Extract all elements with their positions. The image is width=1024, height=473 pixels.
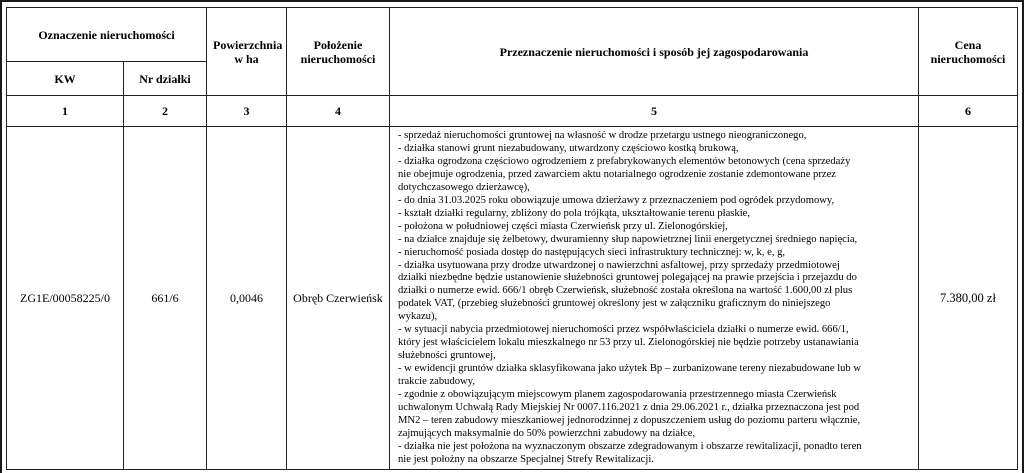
window-top-border	[0, 0, 1024, 2]
description-line: nie obejmuje ogrodzenia, przed zawarciem aktu notarialnego ogrodzenie zostanie zdemontowane przez	[398, 168, 836, 180]
header-location: Położenie nieruchomości	[287, 8, 390, 96]
description-line: - działka stanowi grunt niezabudowany, utwardzony częściowo kostką brukową,	[398, 142, 739, 154]
header-kw: KW	[7, 62, 124, 96]
property-table	[6, 7, 1018, 470]
description-line: zajmujących maksymalnie do 50% powierzchni zabudowy na działce,	[398, 427, 696, 439]
description-line: dotychczasowego dzierżawcę),	[398, 181, 530, 193]
cell-location: Obręb Czerwieńsk	[287, 127, 390, 470]
description-line: działki niezbędne będzie ustanowienie służebności gruntowej polegającej na prawie przejścia i przejazdu do	[398, 272, 857, 284]
column-number-6: 6	[919, 96, 1018, 127]
description-line: - do dnia 31.03.2025 roku obowiązuje umowa dzierżawy z przeznaczeniem pod ogródek przydomowy,	[398, 194, 835, 206]
header-row-top	[7, 8, 1018, 62]
description-line: nie jest położny na obszarze Specjalnej Strefy Rewitalizacji.	[398, 453, 654, 465]
description-line: - działka nie jest położona na wyznaczonym obszarze zdegradowanym i obszarze rewitalizacji, ponadto teren	[398, 440, 862, 452]
description-line: - działka usytuowana przy drodze utwardzonej o nawierzchni asfaltowej, przy sprzedaży przedmiotowej	[398, 259, 840, 271]
column-number-5: 5	[390, 96, 919, 127]
description-line: - położona w południowej części miasta Czerwieńsk przy ul. Zielonogórskiej,	[398, 220, 728, 232]
description-lines	[398, 130, 912, 467]
description-line: - kształt działki regularny, zbliżony do pola trójkąta, ukształtowanie terenu płaskie,	[398, 207, 751, 219]
cell-price: 7.380,00 zł	[919, 127, 1018, 470]
description-line: służebności gruntowej,	[398, 350, 496, 362]
description-line: podatek VAT, (przebieg służebności gruntowej określony jest w załączniku graficznym do niniejszego	[398, 298, 831, 310]
description-line: - na działce znajduje się żelbetowy, dwuramienny słup napowietrznej linii energetycznej średniego napięcia,	[398, 233, 858, 245]
header-area: Powierzchnia w ha	[207, 8, 287, 96]
description-line: - zgodnie z obowiązującym miejscowym planem zagospodarowania przestrzennego miasta Czerwieńsk	[398, 389, 837, 401]
description-line: - działka ogrodzona częściowo ogrodzeniem z prefabrykowanych elementów betonowych (cena sprzedaży	[398, 155, 851, 167]
header-price: Cena nieruchomości	[919, 8, 1018, 96]
description-line: - w sytuacji nabycia przedmiotowej nieruchomości przez współwłaściciela działki o numerze ewid. 666/1,	[398, 324, 849, 336]
header-plot-no: Nr działki	[124, 62, 207, 96]
description-line: który jest właścicielem lokalu mieszkalnego nr 53 przy ul. Zielonogórskiej nie będzie potrzeby ustanawiania	[398, 337, 859, 349]
header-designation: Oznaczenie nieruchomości	[7, 8, 207, 62]
description-line: MN2 – teren zabudowy mieszkaniowej jednorodzinnej z dopuszczeniem usług do poziomu parteru włącznie,	[398, 414, 861, 426]
description-line: działki o numerze ewid. 666/1 obręb Czerwieńsk, służebność została określona na wartość 1.600,00 zł plus	[398, 285, 853, 297]
header-purpose: Przeznaczenie nieruchomości i sposób jej zagospodarowania	[390, 8, 919, 96]
column-number-row	[7, 96, 1018, 127]
cell-description	[390, 127, 919, 470]
description-line: wykazu),	[398, 311, 438, 323]
column-number-4: 4	[287, 96, 390, 127]
cell-kw: ZG1E/00058225/0	[7, 127, 124, 470]
window-left-border	[0, 0, 2, 473]
column-number-3: 3	[207, 96, 287, 127]
description-line: - sprzedaż nieruchomości gruntowej na własność w drodze przetargu ustnego nieograniczonego,	[398, 130, 807, 141]
description-line: - w ewidencji gruntów działka sklasyfikowana jako użytek Bp – zurbanizowane tereny niezabudowane lub w	[398, 363, 862, 375]
description-line: uchwalonym Uchwałą Rady Miejskiej Nr 0007.116.2021 z dnia 29.06.2021 r., działka przeznaczona jest pod	[398, 402, 860, 414]
column-number-2: 2	[124, 96, 207, 127]
description-line: trakcie zabudowy,	[398, 376, 475, 388]
column-number-1: 1	[7, 96, 124, 127]
table-row	[7, 127, 1018, 470]
description-line: - nieruchomość posiada dostęp do następujących sieci infrastruktury technicznej: w, k, e, g,	[398, 246, 786, 258]
cell-plot-no: 661/6	[124, 127, 207, 470]
cell-area: 0,0046	[207, 127, 287, 470]
